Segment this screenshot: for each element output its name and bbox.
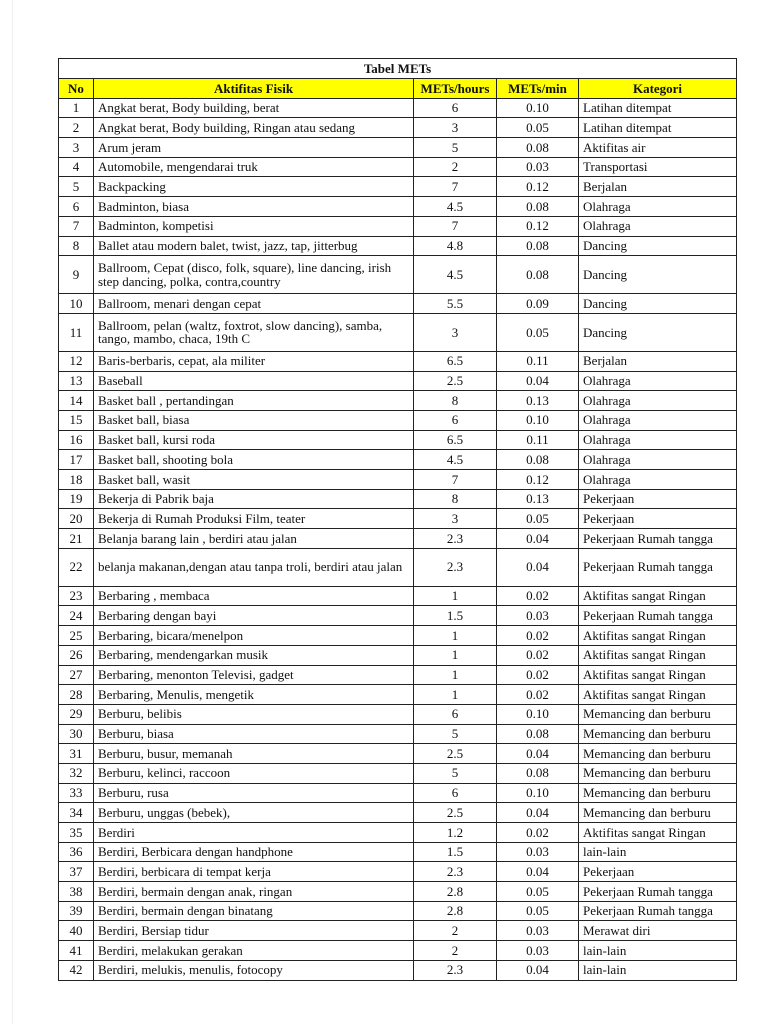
cell-activity: Berdiri, melakukan gerakan	[94, 941, 414, 961]
cell-mets-hours: 4.5	[414, 197, 497, 217]
cell-mets-hours: 6	[414, 410, 497, 430]
cell-mets-hours: 3	[414, 118, 497, 138]
table-row	[59, 803, 737, 823]
cell-activity: Berdiri, bermain dengan binatang	[94, 901, 414, 921]
cell-activity: Berbaring, bicara/menelpon	[94, 626, 414, 646]
cell-mets-min: 0.12	[497, 177, 579, 197]
table-row	[59, 256, 737, 294]
page-edge-line	[12, 0, 13, 1024]
header-no: No	[59, 79, 94, 99]
table-row	[59, 548, 737, 586]
cell-category: Pekerjaan Rumah tangga	[579, 606, 737, 626]
cell-mets-hours: 2.5	[414, 744, 497, 764]
cell-mets-min: 0.10	[497, 98, 579, 118]
cell-no: 39	[59, 901, 94, 921]
cell-no: 1	[59, 98, 94, 118]
cell-mets-min: 0.10	[497, 783, 579, 803]
cell-category: Aktifitas sangat Ringan	[579, 586, 737, 606]
cell-category: Pekerjaan Rumah tangga	[579, 901, 737, 921]
table-row	[59, 882, 737, 902]
cell-activity: Berburu, busur, memanah	[94, 744, 414, 764]
cell-mets-hours: 2.3	[414, 862, 497, 882]
cell-mets-min: 0.04	[497, 960, 579, 980]
cell-mets-hours: 5	[414, 763, 497, 783]
table-row	[59, 704, 737, 724]
cell-mets-hours: 2.8	[414, 901, 497, 921]
cell-mets-min: 0.05	[497, 882, 579, 902]
cell-no: 10	[59, 294, 94, 314]
cell-mets-hours: 2.8	[414, 882, 497, 902]
cell-mets-hours: 6	[414, 783, 497, 803]
cell-mets-hours: 2.5	[414, 803, 497, 823]
cell-category: Aktifitas sangat Ringan	[579, 685, 737, 705]
cell-mets-hours: 5.5	[414, 294, 497, 314]
mets-table	[58, 58, 737, 981]
cell-mets-hours: 2.3	[414, 529, 497, 549]
table-row	[59, 529, 737, 549]
cell-no: 3	[59, 138, 94, 158]
cell-activity: Ballroom, menari dengan cepat	[94, 294, 414, 314]
cell-category: Berjalan	[579, 351, 737, 371]
cell-mets-min: 0.08	[497, 724, 579, 744]
cell-mets-min: 0.10	[497, 704, 579, 724]
cell-mets-min: 0.11	[497, 430, 579, 450]
cell-no: 30	[59, 724, 94, 744]
cell-no: 13	[59, 371, 94, 391]
cell-no: 33	[59, 783, 94, 803]
cell-mets-min: 0.08	[497, 236, 579, 256]
cell-mets-hours: 6.5	[414, 351, 497, 371]
cell-mets-min: 0.05	[497, 509, 579, 529]
header-row	[59, 79, 737, 99]
table-row	[59, 138, 737, 158]
cell-activity: Basket ball, kursi roda	[94, 430, 414, 450]
cell-no: 18	[59, 470, 94, 490]
cell-mets-min: 0.13	[497, 489, 579, 509]
cell-activity: Berburu, kelinci, raccoon	[94, 763, 414, 783]
cell-activity: Berburu, biasa	[94, 724, 414, 744]
cell-mets-hours: 6.5	[414, 430, 497, 450]
cell-activity: Berdiri, Berbicara dengan handphone	[94, 842, 414, 862]
table-row	[59, 763, 737, 783]
table-row	[59, 724, 737, 744]
cell-activity: Berbaring , membaca	[94, 586, 414, 606]
cell-activity: Angkat berat, Body building, Ringan atau sedang	[94, 118, 414, 138]
table-row	[59, 216, 737, 236]
cell-category: Latihan ditempat	[579, 98, 737, 118]
cell-mets-hours: 1	[414, 626, 497, 646]
cell-mets-min: 0.02	[497, 586, 579, 606]
table-row	[59, 783, 737, 803]
cell-activity: Baris-berbaris, cepat, ala militer	[94, 351, 414, 371]
cell-mets-min: 0.08	[497, 450, 579, 470]
cell-mets-min: 0.04	[497, 371, 579, 391]
cell-mets-min: 0.04	[497, 803, 579, 823]
cell-no: 19	[59, 489, 94, 509]
table-row	[59, 157, 737, 177]
table-row	[59, 313, 737, 351]
cell-mets-hours: 2	[414, 941, 497, 961]
cell-mets-hours: 2.3	[414, 960, 497, 980]
cell-activity: Berbaring dengan bayi	[94, 606, 414, 626]
cell-no: 4	[59, 157, 94, 177]
cell-category: Aktifitas sangat Ringan	[579, 823, 737, 843]
cell-mets-min: 0.03	[497, 941, 579, 961]
cell-activity: Berbaring, Menulis, mengetik	[94, 685, 414, 705]
cell-activity: Backpacking	[94, 177, 414, 197]
cell-category: Dancing	[579, 236, 737, 256]
cell-activity: Badminton, biasa	[94, 197, 414, 217]
table-row	[59, 606, 737, 626]
cell-mets-hours: 3	[414, 313, 497, 351]
cell-category: Pekerjaan Rumah tangga	[579, 548, 737, 586]
cell-category: Olahraga	[579, 450, 737, 470]
cell-activity: Basket ball, shooting bola	[94, 450, 414, 470]
cell-activity: Basket ball, biasa	[94, 410, 414, 430]
cell-activity: Berdiri, Bersiap tidur	[94, 921, 414, 941]
cell-activity: Berburu, belibis	[94, 704, 414, 724]
table-row	[59, 470, 737, 490]
header-mets-min: METs/min	[497, 79, 579, 99]
header-activity: Aktifitas Fisik	[94, 79, 414, 99]
table-row	[59, 626, 737, 646]
cell-activity: Baseball	[94, 371, 414, 391]
table-row	[59, 823, 737, 843]
cell-activity: Bekerja di Pabrik baja	[94, 489, 414, 509]
cell-no: 34	[59, 803, 94, 823]
cell-category: Dancing	[579, 313, 737, 351]
cell-category: Transportasi	[579, 157, 737, 177]
cell-mets-min: 0.04	[497, 862, 579, 882]
cell-mets-hours: 7	[414, 216, 497, 236]
cell-no: 40	[59, 921, 94, 941]
cell-mets-hours: 1.5	[414, 842, 497, 862]
cell-activity: Ballroom, pelan (waltz, foxtrot, slow dancing), samba, tango, mambo, chaca, 19th C	[94, 313, 414, 351]
cell-mets-hours: 7	[414, 470, 497, 490]
cell-category: Olahraga	[579, 470, 737, 490]
cell-activity: Angkat berat, Body building, berat	[94, 98, 414, 118]
cell-activity: belanja makanan,dengan atau tanpa troli, berdiri atau jalan	[94, 548, 414, 586]
cell-no: 11	[59, 313, 94, 351]
cell-mets-min: 0.04	[497, 529, 579, 549]
cell-mets-hours: 1	[414, 685, 497, 705]
cell-activity: Basket ball, wasit	[94, 470, 414, 490]
cell-mets-min: 0.03	[497, 606, 579, 626]
cell-mets-hours: 6	[414, 98, 497, 118]
cell-mets-min: 0.08	[497, 197, 579, 217]
cell-category: Pekerjaan	[579, 489, 737, 509]
cell-mets-hours: 5	[414, 724, 497, 744]
cell-no: 15	[59, 410, 94, 430]
table-row	[59, 391, 737, 411]
cell-mets-min: 0.03	[497, 842, 579, 862]
table-row	[59, 744, 737, 764]
cell-no: 16	[59, 430, 94, 450]
table-title: Tabel METs	[59, 59, 737, 79]
table-row	[59, 685, 737, 705]
cell-mets-hours: 3	[414, 509, 497, 529]
cell-no: 28	[59, 685, 94, 705]
table-row	[59, 509, 737, 529]
cell-category: Aktifitas sangat Ringan	[579, 645, 737, 665]
cell-no: 12	[59, 351, 94, 371]
cell-mets-hours: 1	[414, 586, 497, 606]
cell-category: Pekerjaan	[579, 509, 737, 529]
cell-mets-min: 0.02	[497, 645, 579, 665]
cell-category: lain-lain	[579, 941, 737, 961]
table-row	[59, 450, 737, 470]
cell-category: Aktifitas air	[579, 138, 737, 158]
cell-activity: Berbaring, menonton Televisi, gadget	[94, 665, 414, 685]
cell-category: Berjalan	[579, 177, 737, 197]
cell-mets-hours: 1.5	[414, 606, 497, 626]
cell-no: 38	[59, 882, 94, 902]
cell-category: Latihan ditempat	[579, 118, 737, 138]
table-row	[59, 586, 737, 606]
cell-category: Memancing dan berburu	[579, 724, 737, 744]
cell-category: Olahraga	[579, 410, 737, 430]
cell-activity: Ballet atau modern balet, twist, jazz, tap, jitterbug	[94, 236, 414, 256]
cell-no: 32	[59, 763, 94, 783]
cell-no: 37	[59, 862, 94, 882]
cell-activity: Badminton, kompetisi	[94, 216, 414, 236]
cell-mets-min: 0.08	[497, 138, 579, 158]
cell-activity: Berdiri, melukis, menulis, fotocopy	[94, 960, 414, 980]
table-row	[59, 177, 737, 197]
cell-mets-min: 0.05	[497, 118, 579, 138]
cell-category: Memancing dan berburu	[579, 763, 737, 783]
table-body	[59, 98, 737, 980]
cell-no: 35	[59, 823, 94, 843]
table-row	[59, 294, 737, 314]
cell-no: 22	[59, 548, 94, 586]
cell-mets-min: 0.12	[497, 470, 579, 490]
cell-category: lain-lain	[579, 842, 737, 862]
cell-category: Memancing dan berburu	[579, 744, 737, 764]
cell-no: 31	[59, 744, 94, 764]
cell-activity: Basket ball , pertandingan	[94, 391, 414, 411]
cell-mets-min: 0.11	[497, 351, 579, 371]
cell-mets-min: 0.02	[497, 626, 579, 646]
cell-mets-hours: 1	[414, 645, 497, 665]
header-mets-hours: METs/hours	[414, 79, 497, 99]
cell-no: 7	[59, 216, 94, 236]
cell-mets-hours: 1.2	[414, 823, 497, 843]
cell-mets-hours: 1	[414, 665, 497, 685]
cell-no: 6	[59, 197, 94, 217]
header-category: Kategori	[579, 79, 737, 99]
table-row	[59, 862, 737, 882]
cell-no: 24	[59, 606, 94, 626]
cell-category: Dancing	[579, 294, 737, 314]
cell-mets-hours: 5	[414, 138, 497, 158]
cell-mets-min: 0.03	[497, 157, 579, 177]
cell-category: Olahraga	[579, 371, 737, 391]
cell-mets-min: 0.05	[497, 901, 579, 921]
table-row	[59, 960, 737, 980]
table-row	[59, 197, 737, 217]
cell-mets-min: 0.02	[497, 823, 579, 843]
cell-activity: Ballroom, Cepat (disco, folk, square), line dancing, irish step dancing, polka, contra,country	[94, 256, 414, 294]
cell-activity: Berdiri, bermain dengan anak, ringan	[94, 882, 414, 902]
cell-activity: Bekerja di Rumah Produksi Film, teater	[94, 509, 414, 529]
cell-no: 8	[59, 236, 94, 256]
cell-mets-min: 0.02	[497, 665, 579, 685]
cell-category: Aktifitas sangat Ringan	[579, 626, 737, 646]
cell-category: Pekerjaan Rumah tangga	[579, 529, 737, 549]
cell-no: 36	[59, 842, 94, 862]
cell-category: Dancing	[579, 256, 737, 294]
cell-mets-hours: 2	[414, 157, 497, 177]
cell-category: Pekerjaan	[579, 862, 737, 882]
cell-mets-min: 0.03	[497, 921, 579, 941]
cell-mets-hours: 2	[414, 921, 497, 941]
cell-category: Olahraga	[579, 391, 737, 411]
cell-no: 9	[59, 256, 94, 294]
cell-mets-min: 0.05	[497, 313, 579, 351]
cell-no: 29	[59, 704, 94, 724]
cell-mets-hours: 2.5	[414, 371, 497, 391]
cell-no: 2	[59, 118, 94, 138]
cell-mets-min: 0.12	[497, 216, 579, 236]
cell-mets-min: 0.02	[497, 685, 579, 705]
cell-no: 27	[59, 665, 94, 685]
table-row	[59, 489, 737, 509]
cell-no: 17	[59, 450, 94, 470]
cell-mets-hours: 4.8	[414, 236, 497, 256]
cell-mets-min: 0.10	[497, 410, 579, 430]
cell-mets-hours: 6	[414, 704, 497, 724]
cell-activity: Belanja barang lain , berdiri atau jalan	[94, 529, 414, 549]
cell-no: 20	[59, 509, 94, 529]
cell-category: Aktifitas sangat Ringan	[579, 665, 737, 685]
cell-mets-hours: 8	[414, 391, 497, 411]
table-row	[59, 941, 737, 961]
cell-mets-min: 0.08	[497, 763, 579, 783]
cell-mets-min: 0.13	[497, 391, 579, 411]
table-row	[59, 351, 737, 371]
table-row	[59, 236, 737, 256]
cell-activity: Berburu, rusa	[94, 783, 414, 803]
cell-activity: Arum jeram	[94, 138, 414, 158]
table-row	[59, 98, 737, 118]
cell-activity: Berburu, unggas (bebek),	[94, 803, 414, 823]
table-row	[59, 901, 737, 921]
cell-category: Pekerjaan Rumah tangga	[579, 882, 737, 902]
cell-mets-hours: 2.3	[414, 548, 497, 586]
cell-mets-min: 0.04	[497, 548, 579, 586]
cell-category: Memancing dan berburu	[579, 803, 737, 823]
cell-mets-min: 0.08	[497, 256, 579, 294]
table-row	[59, 645, 737, 665]
cell-activity: Automobile, mengendarai truk	[94, 157, 414, 177]
table-row	[59, 842, 737, 862]
cell-mets-hours: 7	[414, 177, 497, 197]
cell-category: Olahraga	[579, 197, 737, 217]
cell-no: 21	[59, 529, 94, 549]
cell-category: Memancing dan berburu	[579, 783, 737, 803]
cell-mets-hours: 4.5	[414, 450, 497, 470]
cell-category: Memancing dan berburu	[579, 704, 737, 724]
cell-no: 41	[59, 941, 94, 961]
cell-mets-hours: 8	[414, 489, 497, 509]
cell-mets-hours: 4.5	[414, 256, 497, 294]
cell-no: 14	[59, 391, 94, 411]
table-row	[59, 371, 737, 391]
cell-category: Merawat diri	[579, 921, 737, 941]
cell-no: 5	[59, 177, 94, 197]
table-row	[59, 410, 737, 430]
cell-activity: Berdiri, berbicara di tempat kerja	[94, 862, 414, 882]
cell-category: Olahraga	[579, 430, 737, 450]
cell-activity: Berdiri	[94, 823, 414, 843]
cell-mets-min: 0.04	[497, 744, 579, 764]
cell-activity: Berbaring, mendengarkan musik	[94, 645, 414, 665]
cell-category: lain-lain	[579, 960, 737, 980]
cell-mets-min: 0.09	[497, 294, 579, 314]
cell-no: 26	[59, 645, 94, 665]
cell-category: Olahraga	[579, 216, 737, 236]
table-row	[59, 430, 737, 450]
cell-no: 25	[59, 626, 94, 646]
cell-no: 42	[59, 960, 94, 980]
cell-no: 23	[59, 586, 94, 606]
table-row	[59, 921, 737, 941]
table-row	[59, 118, 737, 138]
table-row	[59, 665, 737, 685]
